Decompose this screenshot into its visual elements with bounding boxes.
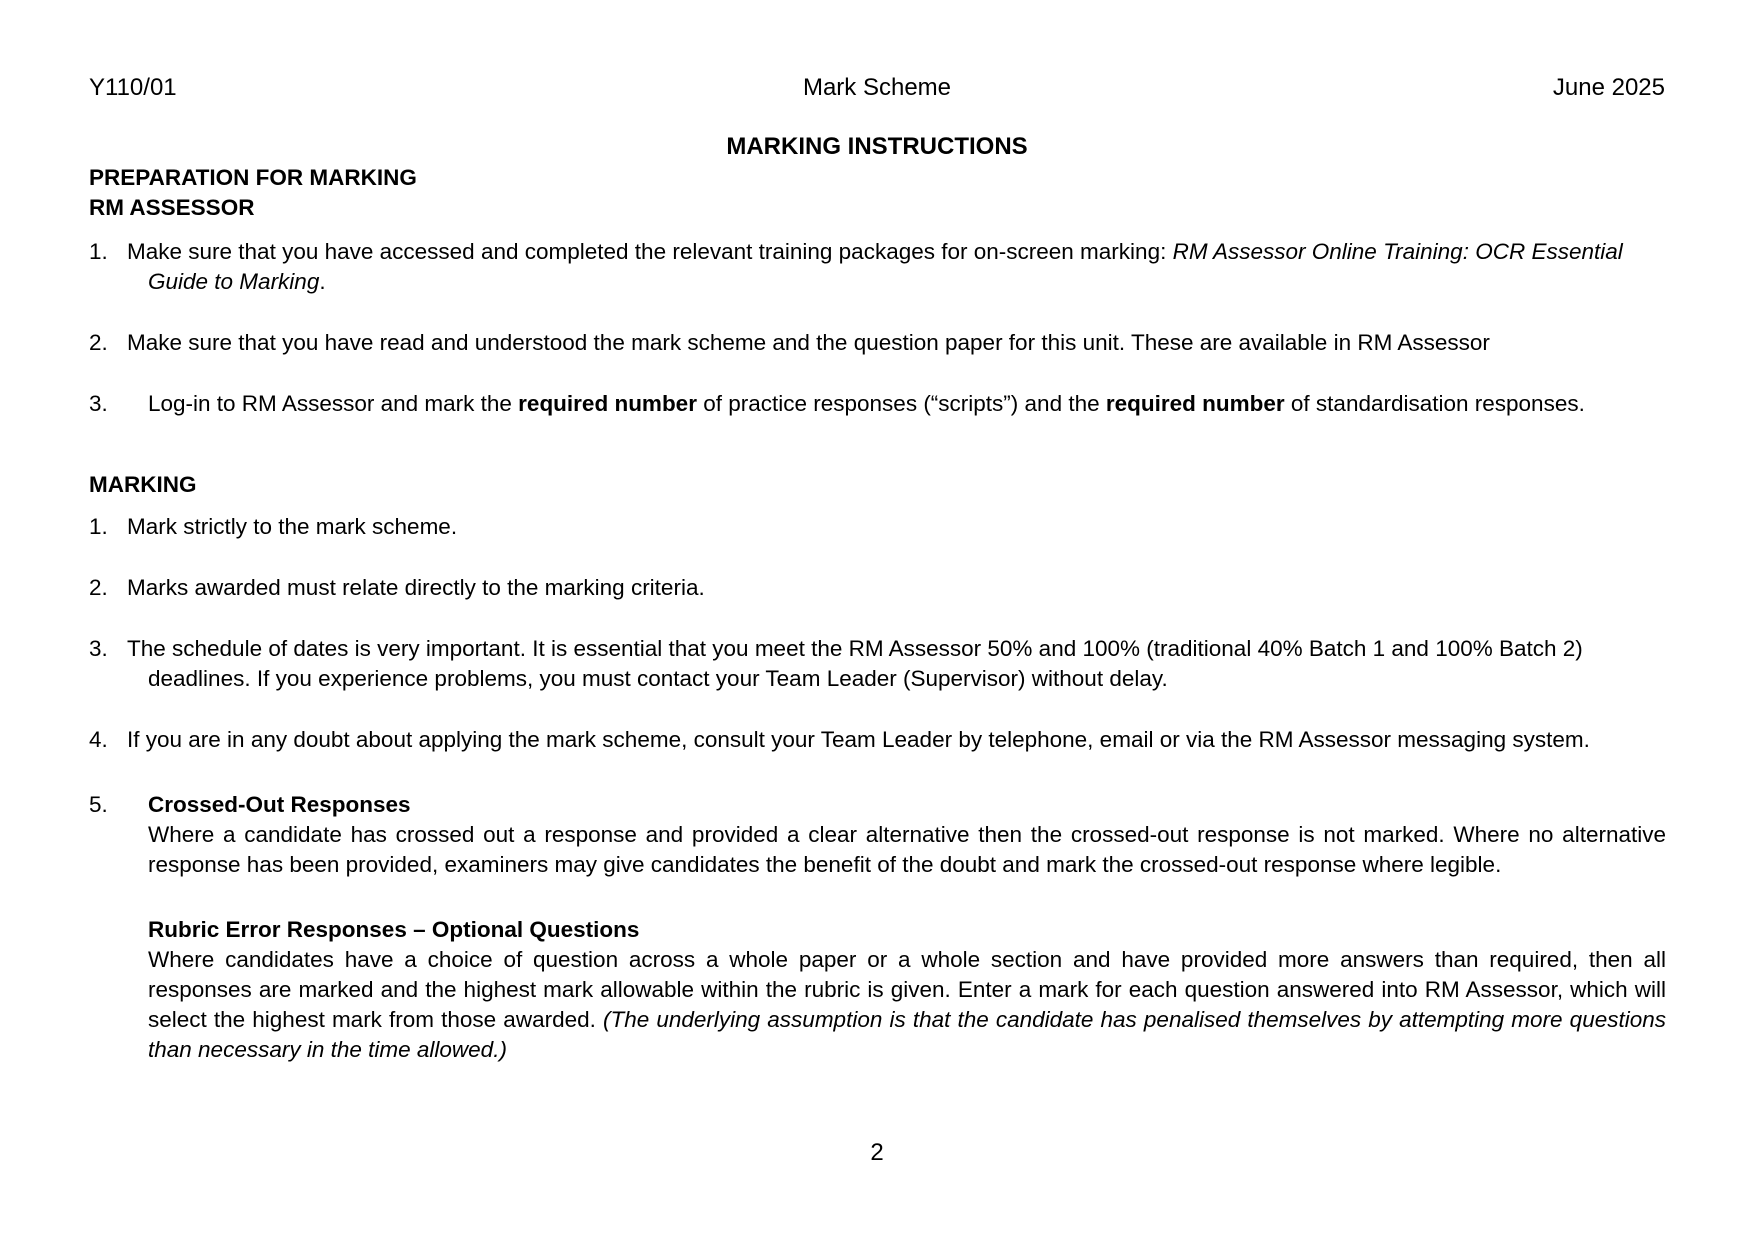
list-item-text: Make sure that you have read and understood the mark scheme and the question paper for this unit. These are available in RM Assessor <box>127 330 1490 355</box>
text-span: Make sure that you have accessed and completed the relevant training packages for on-screen marking: <box>127 239 1173 264</box>
italic-text: Guide to Marking <box>148 269 320 294</box>
header-date: June 2025 <box>1552 74 1665 101</box>
list-number: 5. <box>89 792 108 817</box>
list-number: 1. <box>89 514 108 539</box>
bold-text: required number <box>518 391 697 416</box>
list-item-text: Mark strictly to the mark scheme. <box>127 514 458 539</box>
section-heading-marking: MARKING <box>89 472 197 497</box>
paragraph-rubric-error <box>148 945 1666 1065</box>
text-span: of standardisation responses. <box>1284 391 1585 416</box>
italic-text: RM Assessor Online Training: OCR Essential <box>1172 239 1623 264</box>
text-span: of practice responses (“scripts”) and the <box>696 391 1106 416</box>
list-item-text: If you are in any doubt about applying the mark scheme, consult your Team Leader by telephone, email or via the RM Assessor messaging system. <box>127 727 1590 752</box>
bold-text: required number <box>1105 391 1285 416</box>
list-number: 1. <box>89 239 108 264</box>
list-item-text <box>148 389 1667 419</box>
italic-text: (The underlying assumption is that the candidate has penalised themselves by attempting more questions than necessary in the time allowed.) <box>148 1007 1666 1062</box>
text-span: Log-in to RM Assessor and mark the <box>148 391 519 416</box>
section-heading-preparation: PREPARATION FOR MARKING <box>89 165 417 190</box>
list-item-continuation <box>148 267 1667 297</box>
paper-code: Y110/01 <box>89 74 177 101</box>
text-span: Where candidates have a choice of question across a whole paper or a whole section and have provided more answers than required, then all responses are marked and the highest mark allowable within the rubric is given. Enter a mark for each question answered into RM Assessor, which will select the highest mark from those awarded. <box>148 947 1666 1032</box>
text-span: . <box>319 269 326 294</box>
list-item-continuation: deadlines. If you experience problems, you must contact your Team Leader (Supervisor) without delay. <box>148 666 1168 691</box>
page-title: MARKING INSTRUCTIONS <box>726 133 1028 160</box>
page-number: 2 <box>870 1139 884 1166</box>
list-item-text <box>127 237 1667 267</box>
list-number: 3. <box>89 636 108 661</box>
subheading-crossed-out: Crossed-Out Responses <box>148 792 411 817</box>
list-item-text: The schedule of dates is very important. It is essential that you meet the RM Assessor 50% and 100% (traditional 40% Batch 1 and 100% Batch 2) <box>127 636 1583 661</box>
list-number: 4. <box>89 727 108 752</box>
list-number: 2. <box>89 575 108 600</box>
subheading-rubric-error: Rubric Error Responses – Optional Questions <box>148 917 640 942</box>
list-number: 3. <box>89 391 108 416</box>
paragraph-crossed-out: Where a candidate has crossed out a response and provided a clear alternative then the crossed-out response is not marked. Where no alternative response has been provided, examiners may give candidates the benefit of the doubt and mark the crossed-out response where legible. <box>148 822 1666 877</box>
list-number: 2. <box>89 330 108 355</box>
header-title: Mark Scheme <box>802 74 952 101</box>
list-item-text: Marks awarded must relate directly to the marking criteria. <box>127 575 705 600</box>
section-heading-rm-assessor: RM ASSESSOR <box>89 195 255 220</box>
